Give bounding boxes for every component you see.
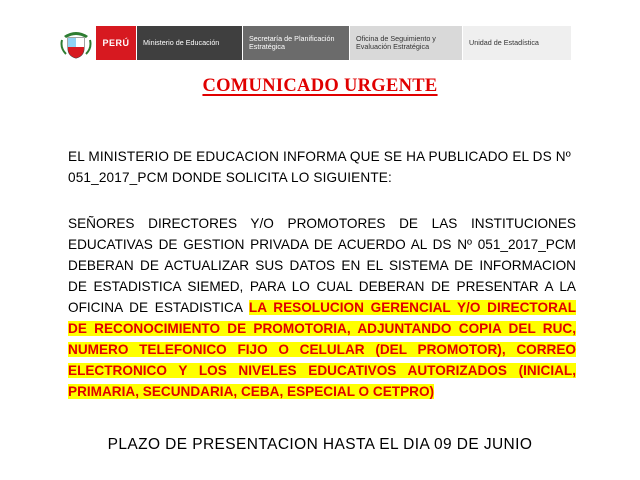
institutional-header: [60, 26, 571, 64]
body-text: SEÑORES DIRECTORES Y/O PROMOTORES DE LAS INSTITUCIONES EDUCATIVAS DE GESTION PRIVADA DE ACUERDO AL DS Nº 051_2017_PCM DEBERAN DE ACTUALIZAR SUS DATOS EN EL SISTEMA DE INFORMACION DE ESTADISTICA SIEMED, PARA LO CUAL DEBERAN DE PRESENTAR A LA OFICINA DE ESTADISTICA: [68, 216, 576, 315]
body-paragraph: [68, 213, 576, 402]
highlighted-text: LA RESOLUCION GERENCIAL Y/O DIRECTORAL DE RECONOCIMIENTO DE PROMOTORIA, ADJUNTANDO COPIA DEL RUC, NUMERO TELEFONICO FIJO O CELULAR (DEL PROMOTOR), CORREO ELECTRONICO Y LOS NIVELES EDUCATIVOS AUTORIZADOS (INICIAL, PRIMARIA, SECUNDARIA, CEBA, ESPECIAL O CETPRO: [68, 300, 577, 399]
ministerio-label: Ministerio de Educación: [137, 26, 242, 60]
secretaria-label: Secretaría de Planificación Estratégica: [243, 26, 349, 60]
page-title: COMUNICADO URGENTE: [202, 76, 438, 96]
closing-paren: ): [429, 384, 435, 399]
peru-label: PERÚ: [96, 26, 136, 60]
oficina-label: Oficina de Seguimiento y Evaluación Estratégica: [350, 26, 462, 60]
unidad-label: Unidad de Estadística: [463, 26, 571, 60]
intro-paragraph: EL MINISTERIO DE EDUCACION INFORMA QUE SE HA PUBLICADO EL DS Nº 051_2017_PCM DONDE SOLICITA LO SIGUIENTE:: [68, 149, 571, 185]
deadline-notice: PLAZO DE PRESENTACION HASTA EL DIA 09 DE JUNIO: [107, 436, 533, 453]
coat-of-arms-icon: [60, 26, 92, 60]
